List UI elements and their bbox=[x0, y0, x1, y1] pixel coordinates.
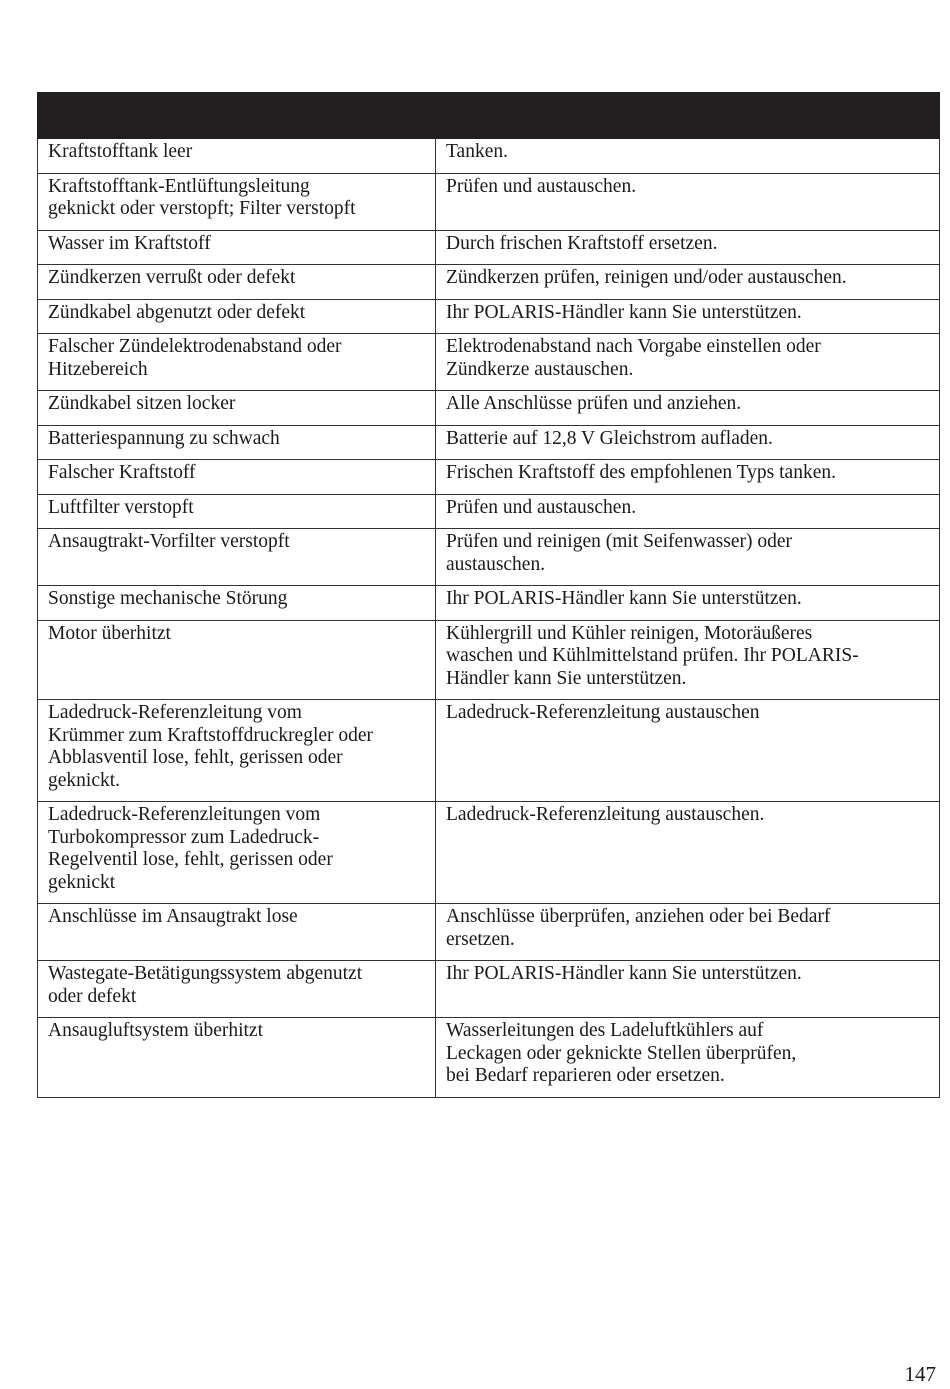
troubleshooting-table bbox=[37, 92, 940, 1098]
table-row bbox=[38, 460, 940, 495]
remedy-cell: Frischen Kraftstoff des empfohlenen Typs tanken. bbox=[436, 460, 940, 495]
remedy-cell: Ihr POLARIS-Händler kann Sie unterstützen. bbox=[436, 961, 940, 1018]
remedy-cell: Tanken. bbox=[436, 139, 940, 174]
cause-cell: Ansaugtrakt-Vorfilter verstopft bbox=[38, 529, 436, 586]
remedy-cell: Elektrodenabstand nach Vorgabe einstellen oder Zündkerze austauschen. bbox=[436, 334, 940, 391]
table-body bbox=[38, 139, 940, 1098]
cause-cell: Sonstige mechanische Störung bbox=[38, 586, 436, 621]
remedy-cell: Ihr POLARIS-Händler kann Sie unterstützen. bbox=[436, 299, 940, 334]
remedy-cell: Wasserleitungen des Ladeluftkühlers auf Leckagen oder geknickte Stellen überprüfen, bei Bedarf reparieren oder ersetzen. bbox=[436, 1018, 940, 1098]
remedy-cell: Ladedruck-Referenzleitung austauschen bbox=[436, 700, 940, 802]
header-cell-cause bbox=[38, 93, 436, 139]
remedy-cell: Prüfen und austauschen. bbox=[436, 173, 940, 230]
remedy-cell: Durch frischen Kraftstoff ersetzen. bbox=[436, 230, 940, 265]
cause-cell: Falscher Kraftstoff bbox=[38, 460, 436, 495]
remedy-cell: Prüfen und austauschen. bbox=[436, 494, 940, 529]
cause-cell: Anschlüsse im Ansaugtrakt lose bbox=[38, 904, 436, 961]
remedy-cell: Anschlüsse überprüfen, anziehen oder bei Bedarf ersetzen. bbox=[436, 904, 940, 961]
cause-cell: Wastegate-Betätigungssystem abgenutzt oder defekt bbox=[38, 961, 436, 1018]
table-header-row bbox=[38, 93, 940, 139]
cause-cell: Motor überhitzt bbox=[38, 620, 436, 700]
remedy-cell: Batterie auf 12,8 V Gleichstrom aufladen. bbox=[436, 425, 940, 460]
remedy-cell: Prüfen und reinigen (mit Seifenwasser) oder austauschen. bbox=[436, 529, 940, 586]
table-row bbox=[38, 961, 940, 1018]
table-row bbox=[38, 529, 940, 586]
table-row bbox=[38, 1018, 940, 1098]
table-row bbox=[38, 173, 940, 230]
cause-cell: Zündkabel sitzen locker bbox=[38, 391, 436, 426]
table-row bbox=[38, 802, 940, 904]
cause-cell: Zündkerzen verrußt oder defekt bbox=[38, 265, 436, 300]
table-row bbox=[38, 334, 940, 391]
table-row bbox=[38, 494, 940, 529]
remedy-cell: Alle Anschlüsse prüfen und anziehen. bbox=[436, 391, 940, 426]
table-row bbox=[38, 391, 940, 426]
table-row bbox=[38, 700, 940, 802]
table-row bbox=[38, 230, 940, 265]
header-cell-remedy bbox=[436, 93, 940, 139]
cause-cell: Falscher Zündelektrodenabstand oder Hitzebereich bbox=[38, 334, 436, 391]
page-number: 147 bbox=[904, 1362, 936, 1386]
table-row bbox=[38, 620, 940, 700]
table-row bbox=[38, 139, 940, 174]
cause-cell: Ladedruck-Referenzleitungen vom Turbokompressor zum Ladedruck- Regelventil lose, fehlt, gerissen oder geknickt bbox=[38, 802, 436, 904]
table-row bbox=[38, 425, 940, 460]
remedy-cell: Kühlergrill und Kühler reinigen, Motoräußeres waschen und Kühlmittelstand prüfen. Ihr POLARIS- Händler kann Sie unterstützen. bbox=[436, 620, 940, 700]
cause-cell: Wasser im Kraftstoff bbox=[38, 230, 436, 265]
remedy-cell: Zündkerzen prüfen, reinigen und/oder austauschen. bbox=[436, 265, 940, 300]
cause-cell: Luftfilter verstopft bbox=[38, 494, 436, 529]
cause-cell: Ladedruck-Referenzleitung vom Krümmer zum Kraftstoffdruckregler oder Abblasventil lose, fehlt, gerissen oder geknickt. bbox=[38, 700, 436, 802]
remedy-cell: Ladedruck-Referenzleitung austauschen. bbox=[436, 802, 940, 904]
cause-cell: Kraftstofftank-Entlüftungsleitung geknickt oder verstopft; Filter verstopft bbox=[38, 173, 436, 230]
table-row bbox=[38, 265, 940, 300]
remedy-cell: Ihr POLARIS-Händler kann Sie unterstützen. bbox=[436, 586, 940, 621]
cause-cell: Zündkabel abgenutzt oder defekt bbox=[38, 299, 436, 334]
table-row bbox=[38, 586, 940, 621]
table-row bbox=[38, 904, 940, 961]
cause-cell: Ansaugluftsystem überhitzt bbox=[38, 1018, 436, 1098]
cause-cell: Batteriespannung zu schwach bbox=[38, 425, 436, 460]
cause-cell: Kraftstofftank leer bbox=[38, 139, 436, 174]
table-row bbox=[38, 299, 940, 334]
